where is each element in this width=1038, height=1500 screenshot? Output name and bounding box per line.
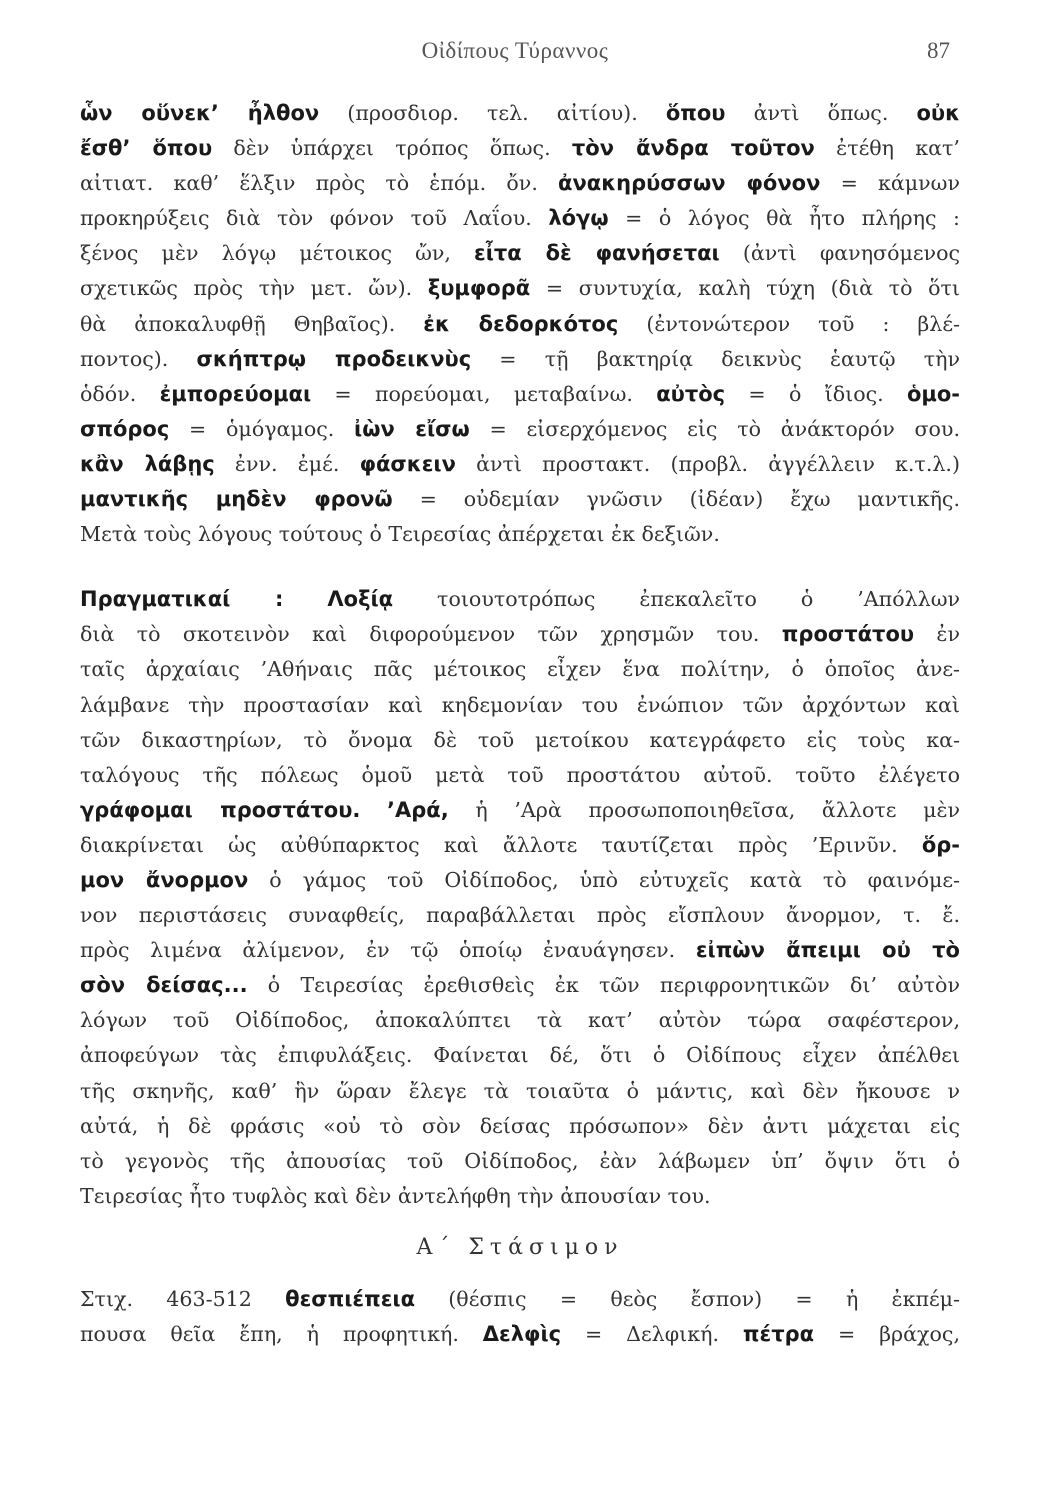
gloss-text: ἀντὶ προστακτ. (προβλ. ἀγγέλλειν κ.τ.λ.): [455, 451, 960, 476]
gloss-text: = ὁ ἴδιος.: [725, 381, 907, 406]
gloss-text: = κάμνων: [820, 171, 960, 196]
running-title: Οἰδίπους Τύραννος: [421, 38, 609, 63]
text-line: [80, 271, 960, 306]
lemma-term: ὅπου: [665, 101, 726, 125]
gloss-text: [283, 587, 327, 611]
gloss-text: ὁ Τειρεσίας ἐρεθισθεὶς ἐκ τῶν περιφρονητικῶν δι’ αὐτὸν: [247, 973, 960, 998]
gloss-text: ταῖς ἀρχαίαις ’Αθήναις πᾶς μέτοικος εἶχεν ἕνα πολίτην, ὁ ὁποῖος ἀνε-: [80, 657, 960, 682]
lemma-term: τὸν ἄνδρα τοῦτον: [571, 136, 815, 161]
gloss-text: θὰ ἀποκαλυφθῇ Θηβαῖος).: [80, 311, 424, 336]
factual-notes-paragraph: [80, 582, 960, 1214]
page-body: [80, 96, 960, 1352]
lemma-term: γράφομαι προστάτου.: [80, 797, 361, 822]
lemma-term: σπόρος: [80, 416, 170, 441]
gloss-text: λόγων τοῦ Οἰδίποδος, ἀποκαλύπτει τὰ κατ’ αὐτὸν τώρα σαφέστερον,: [80, 1008, 960, 1033]
gloss-text: ἐν: [914, 622, 960, 647]
gloss-text: νον περιστάσεις συναφθείς, παραβάλλεται πρὸς εἴσπλουν ἄνορμον, τ. ἔ.: [80, 903, 960, 928]
lemma-term: οὐκ: [916, 101, 961, 125]
gloss-text: τῆς σκηνῆς, καθ’ ἣν ὥραν ἔλεγε τὰ τοιαῦτα ὁ μάντις, καὶ δὲν ἤκουσε ν: [80, 1078, 960, 1103]
text-line: [80, 758, 960, 793]
gloss-text: (ἐντονώτερον τοῦ : βλέ-: [618, 311, 960, 336]
lemma-term: ἀνακηρύσσων φόνον: [558, 171, 821, 196]
commentary-paragraph: [80, 96, 960, 552]
gloss-text: ὁ γάμος τοῦ Οἰδίποδος, ὑπὸ εὐτυχεῖς κατὰ τὸ φαινόμε-: [248, 867, 960, 892]
lemma-term: ὁμο-: [906, 381, 960, 406]
gloss-text: δὲν ὑπάρχει τρόπος ὅπως.: [212, 136, 572, 161]
text-line: [80, 617, 960, 652]
text-line: [80, 447, 960, 482]
lemma-term: Λοξίᾳ: [327, 587, 394, 612]
gloss-text: = βράχος,: [814, 1322, 960, 1346]
gloss-text: (ἀντὶ φανησόμενος: [719, 241, 960, 266]
lemma-term: ἰὼν εἴσω: [354, 416, 470, 441]
text-line: [80, 723, 960, 758]
gloss-text: ξένος μὲν λόγῳ μέτοικος ὤν,: [80, 241, 475, 266]
gloss-text: = ὁμόγαμος.: [169, 416, 355, 441]
gloss-text: ἡ ’Αρὰ προσωποποιηθεῖσα, ἄλλοτε μὲν: [448, 797, 961, 822]
text-line: [80, 933, 960, 968]
gloss-text: λάμβανε τὴν προστασίαν καὶ κηδεμονίαν του ἐνώπιον τῶν ἀρχόντων καὶ: [80, 692, 960, 717]
gloss-text: προκηρύξεις διὰ τὸν φόνον τοῦ Λαΐου.: [80, 206, 549, 231]
paragraph-gap: [80, 552, 960, 582]
gloss-text: [360, 798, 387, 822]
text-line: [80, 482, 960, 517]
gloss-text: τοιουτοτρόπως ἐπεκαλεῖτο ὁ ’Απόλλων: [393, 587, 961, 612]
gloss-text: ἀντὶ ὅπως.: [725, 101, 917, 125]
text-line: [80, 688, 960, 723]
lemma-term: προστάτου: [781, 622, 915, 647]
gloss-text: σχετικῶς πρὸς τὴν μετ. ὤν).: [80, 276, 428, 301]
lemma-term: σκήπτρῳ προδεικνὺς: [196, 346, 472, 371]
stasimon-commentary: [80, 1282, 960, 1352]
lemma-term: ἔσθ’ ὅπου: [80, 136, 213, 161]
text-line: [80, 1003, 960, 1038]
gloss-text: = ὁ λόγος θὰ ἦτο πλήρης :: [608, 206, 960, 231]
text-line: [80, 898, 960, 933]
gloss-text: αὐτά, ἡ δὲ φράσις «οὐ τὸ σὸν δείσας πρόσωπον» δὲν ἀντι μάχεται εἰς: [80, 1113, 960, 1138]
gloss-text: πρὸς λιμένα ἀλίμενον, ἐν τῷ ὁποίῳ ἐναυάγησεν.: [80, 938, 696, 963]
lemma-term: κἂν λάβῃς: [80, 451, 215, 476]
section-heading: Α΄ Στάσιμον: [416, 1234, 624, 1260]
gloss-text: διὰ τὸ σκοτεινὸν καὶ διφορούμενον τῶν χρησμῶν του.: [80, 622, 782, 647]
lemma-term: μον ἄνορμον: [80, 867, 249, 892]
gloss-text: πουσα θεῖα ἔπη, ἡ προφητική.: [80, 1322, 483, 1346]
lemma-term: ἐκ δεδορκότος: [423, 311, 619, 336]
text-line: [80, 1282, 960, 1317]
lemma-term: ἐμπορεύομαι: [159, 381, 312, 406]
lemma-term: εἰπὼν ἄπειμι οὐ τὸ: [695, 938, 960, 963]
lemma-term: θεσπιέπεια: [285, 1286, 416, 1311]
page-number: 87: [927, 38, 950, 63]
gloss-text: Μετὰ τοὺς λόγους τούτους ὁ Τειρεσίας ἀπέρχεται ἐκ δεξιῶν.: [80, 522, 720, 547]
text-line: [80, 1038, 960, 1073]
gloss-text: Στιχ. 463-512: [80, 1286, 286, 1311]
lemma-term: εἶτα δὲ φανήσεται: [474, 241, 720, 266]
gloss-text: αἰτιατ. καθ’ ἕλξιν πρὸς τὸ ἑπόμ. ὄν.: [80, 171, 559, 196]
gloss-text: τὸ γεγονὸς τῆς ἀπουσίας τοῦ Οἰδίποδος, ἐὰν λάβωμεν ὑπ’ ὄψιν ὅτι ὁ: [80, 1148, 960, 1173]
gloss-text: ταλόγους τῆς πόλεως ὁμοῦ μετὰ τοῦ προστάτου αὐτοῦ. τοῦτο ἐλέγετο: [80, 762, 960, 787]
text-line: [80, 517, 960, 552]
text-line: [80, 412, 960, 447]
text-line: [80, 652, 960, 687]
text-line: [80, 1179, 960, 1214]
text-line: [80, 96, 960, 131]
text-line: [80, 131, 960, 166]
lemma-term: Δελφὶς: [482, 1322, 562, 1346]
lemma-term: μαντικῆς μηδὲν φρονῶ: [80, 487, 393, 512]
gloss-text: = εἰσερχόμενος εἰς τὸ ἀνάκτορόν σου.: [469, 416, 961, 441]
text-line: [80, 307, 960, 342]
text-line: [80, 863, 960, 898]
gloss-text: διακρίνεται ὡς αὐθύπαρκτος καὶ ἄλλοτε ταυτίζεται πρὸς ’Ερινῦν.: [80, 832, 922, 857]
text-line: [80, 1317, 960, 1352]
text-line: [80, 201, 960, 236]
lemma-term: Πραγματικαί :: [80, 587, 284, 612]
gloss-text: τῶν δικαστηρίων, τὸ ὄνομα δὲ τοῦ μετοίκου κατεγράφετο εἰς τοὺς κα-: [80, 727, 960, 752]
text-line: [80, 1074, 960, 1109]
page-header: [80, 38, 950, 78]
gloss-text: = Δελφική.: [561, 1322, 743, 1346]
text-line: [80, 1144, 960, 1179]
lemma-term: λόγῳ: [548, 206, 609, 231]
lemma-term: πέτρα: [742, 1322, 815, 1346]
text-line: [80, 377, 960, 412]
text-line: [80, 342, 960, 377]
lemma-term: ’Αρά,: [387, 797, 449, 822]
gloss-text: ποντος).: [80, 346, 197, 371]
gloss-text: ἐτέθη κατ’: [814, 136, 960, 161]
text-line: [80, 968, 960, 1003]
text-line: [80, 1109, 960, 1144]
gloss-text: (προσδιορ. τελ. αἰτίου).: [319, 101, 666, 125]
text-line: [80, 166, 960, 201]
gloss-text: ἐνν. ἐμέ.: [214, 451, 360, 476]
gloss-text: = οὐδεμίαν γνῶσιν (ἰδέαν) ἔχω μαντικῆς.: [392, 487, 960, 512]
gloss-text: = πορεύομαι, μεταβαίνω.: [311, 381, 657, 406]
lemma-term: ὧν οὕνεκ’ ἦλθον: [80, 101, 320, 125]
paragraph-gap: [80, 1270, 960, 1282]
gloss-text: = τῇ βακτηρίᾳ δεικνὺς ἑαυτῷ τὴν: [471, 346, 960, 371]
gloss-text: Τειρεσίας ἦτο τυφλὸς καὶ δὲν ἀντελήφθη τὴν ἀπουσίαν του.: [80, 1183, 711, 1208]
lemma-term: ὅρ-: [921, 832, 960, 857]
gloss-text: ὁδόν.: [80, 381, 160, 406]
text-line: [80, 828, 960, 863]
paragraph-gap: [80, 1214, 960, 1226]
lemma-term: σὸν δείσας...: [80, 973, 248, 998]
gloss-text: (θέσπις = θεὸς ἔσπον) = ἡ ἐκπέμ-: [415, 1286, 960, 1311]
gloss-text: ἀποφεύγων τὰς ἐπιφυλάξεις. Φαίνεται δέ, ὅτι ὁ Οἰδίπους εἶχεν ἀπέλθει: [80, 1043, 960, 1068]
text-line: [80, 582, 960, 617]
gloss-text: = συντυχία, καλὴ τύχη (διὰ τὸ ὅτι: [530, 276, 961, 301]
lemma-term: φάσκειν: [359, 451, 456, 476]
lemma-term: ξυμφορᾶ: [427, 276, 531, 301]
text-line: [80, 793, 960, 828]
lemma-term: αὐτὸς: [656, 381, 726, 406]
text-line: [80, 236, 960, 271]
